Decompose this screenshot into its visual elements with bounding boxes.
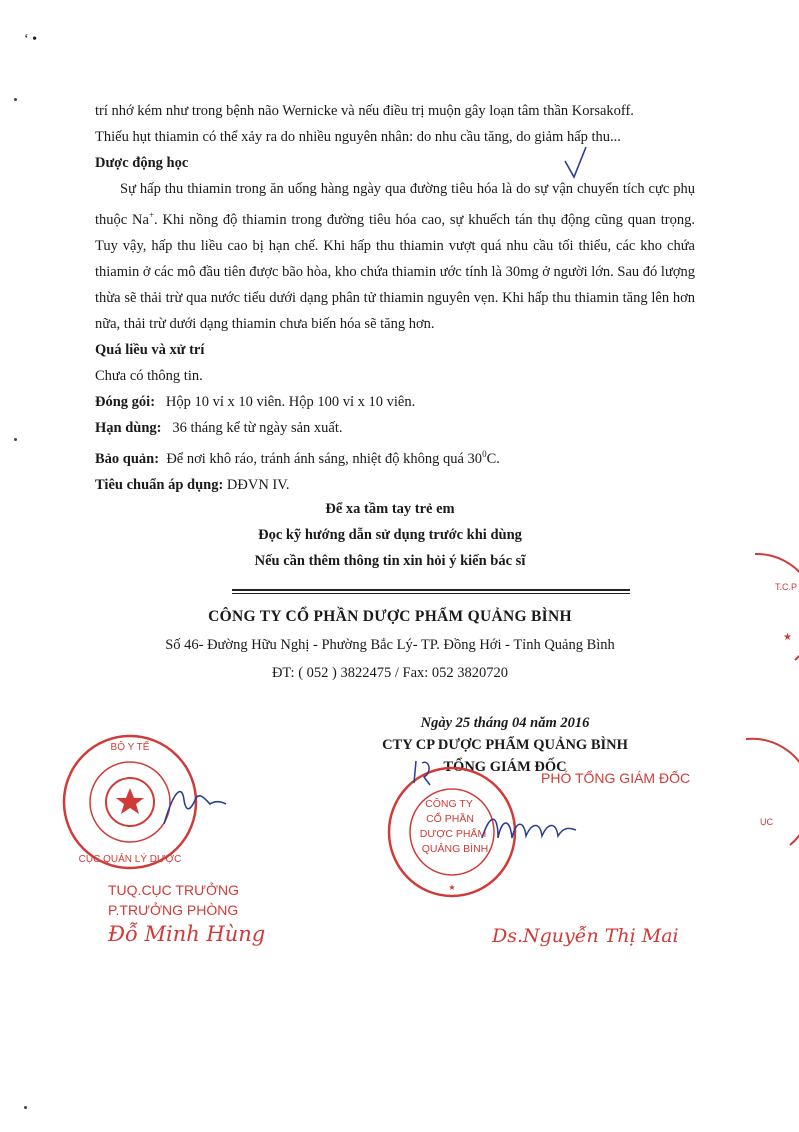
document-body bbox=[95, 98, 695, 498]
section-heading-pharmacokinetics: Dược động học bbox=[95, 155, 189, 171]
scan-dot bbox=[24, 1106, 27, 1109]
section-heading-overdose: Quá liều và xử trí bbox=[95, 341, 205, 358]
company-name: CÔNG TY CỔ PHẦN DƯỢC PHẨM QUẢNG BÌNH bbox=[208, 608, 572, 625]
warning-line: Nếu cần thêm thông tin xin hỏi ý kiến bác sĩ bbox=[254, 553, 526, 569]
stamp-top-text: BỘ Y TẾ bbox=[110, 742, 150, 753]
scan-dot bbox=[14, 98, 17, 101]
overdose-text: Chưa có thông tin. bbox=[95, 367, 203, 384]
stamp-line: DƯỢC PHẨM bbox=[419, 828, 487, 840]
svg-text:ỤC: ỤC bbox=[760, 817, 773, 827]
signature-left-titles bbox=[108, 880, 239, 920]
body-line: trí nhớ kém như trong bệnh não Wernicke và nếu điều trị muộn gây loạn tâm thần Korsakoff. bbox=[95, 103, 634, 119]
company-address: Số 46- Đường Hữu Nghị - Phường Bắc Lý- TP. Đồng Hới - Tỉnh Quảng Bình bbox=[165, 637, 615, 653]
warning-line: Đọc kỹ hướng dẫn sử dụng trước khi dùng bbox=[258, 527, 522, 543]
deputy-director-label: PHÓ TỔNG GIÁM ĐỐC bbox=[541, 770, 691, 786]
scan-dot bbox=[14, 438, 17, 441]
svg-text:★: ★ bbox=[783, 632, 792, 643]
stamp-line: QUẢNG BÌNH bbox=[421, 843, 489, 855]
edge-stamp-partial bbox=[735, 550, 799, 670]
company-block bbox=[95, 603, 685, 687]
svg-text:★: ★ bbox=[448, 883, 456, 892]
signature-role: TỔNG GIÁM ĐỐC bbox=[443, 759, 567, 775]
signature-left-line: P.TRƯỞNG PHÒNG bbox=[108, 902, 239, 918]
expiry-row: Hạn dùng: 36 tháng kể từ ngày sản xuất. bbox=[95, 419, 343, 436]
warnings-block bbox=[95, 496, 685, 574]
scan-mark: ‘ • bbox=[24, 32, 38, 47]
stamp-line: CÔNG TY bbox=[425, 798, 473, 810]
signer-name-right: Ds.Nguyễn Thị Mai bbox=[492, 925, 679, 947]
svg-text:T.C.P: T.C.P bbox=[775, 582, 798, 592]
company-contact: ĐT: ( 052 ) 3822475 / Fax: 052 3820720 bbox=[271, 665, 509, 681]
signer-name-left: Đỗ Minh Hùng bbox=[108, 922, 266, 946]
signature-left-line: TUQ.CỤC TRƯỞNG bbox=[108, 882, 240, 898]
edge-stamp-partial bbox=[740, 735, 799, 855]
stamp-bottom-text: CỤC QUẢN LÝ DƯỢC bbox=[78, 854, 182, 865]
packing-row: Đóng gói: Hộp 10 vỉ x 10 viên. Hộp 100 vỉ x 10 viên. bbox=[95, 393, 416, 410]
handwritten-signature-right bbox=[480, 808, 580, 853]
divider bbox=[232, 589, 630, 591]
handwritten-initial bbox=[410, 757, 440, 787]
stamp-line: CỔ PHẦN bbox=[426, 813, 474, 825]
warning-line: Để xa tầm tay trẻ em bbox=[325, 501, 455, 517]
storage-row: Bảo quản: Để nơi khô ráo, tránh ánh sáng, nhiệt độ không quá $30^0C$. bbox=[95, 448, 500, 467]
check-mark-icon bbox=[562, 145, 592, 181]
body-line: Thiếu hụt thiamin có thể xảy ra do nhiều nguyên nhân: do nhu cầu tăng, do giảm hấp thu... bbox=[95, 129, 621, 145]
handwritten-signature-left bbox=[160, 780, 230, 830]
signature-date: Ngày 25 tháng 04 năm 2016 bbox=[420, 715, 590, 731]
pharmacokinetics-paragraph: Sự hấp thu thiamin trong ăn uống hàng ngày qua đường tiêu hóa là do sự vận chuyển tích cực phụ thuộc Na+. Khi nồng độ thiamin trong đường tiêu hóa cao, sự khuếch tán thụ động cũng quan trọng. Tuy vậy, hấp thu liều cao bị hạn chế. Khi hấp thu thiamin vượt quá nhu cầu tối thiểu, các kho chứa thiamin ở các mô đầu tiên được bão hòa, kho chứa thiamin ước tính là 30mg ở người lớn. Sau đó lượng thừa sẽ thải trừ qua nước tiểu dưới dạng phân tử thiamin nguyên vẹn. Khi hấp thu thiamin tăng lên hơn nữa, thải trừ dưới dạng thiamin chưa biến hóa sẽ tăng hơn. bbox=[95, 181, 695, 332]
standard-row: Tiêu chuẩn áp dụng: DĐVN IV. bbox=[95, 476, 290, 493]
signature-org: CTY CP DƯỢC PHẨM QUẢNG BÌNH bbox=[382, 737, 628, 753]
divider bbox=[232, 593, 630, 594]
